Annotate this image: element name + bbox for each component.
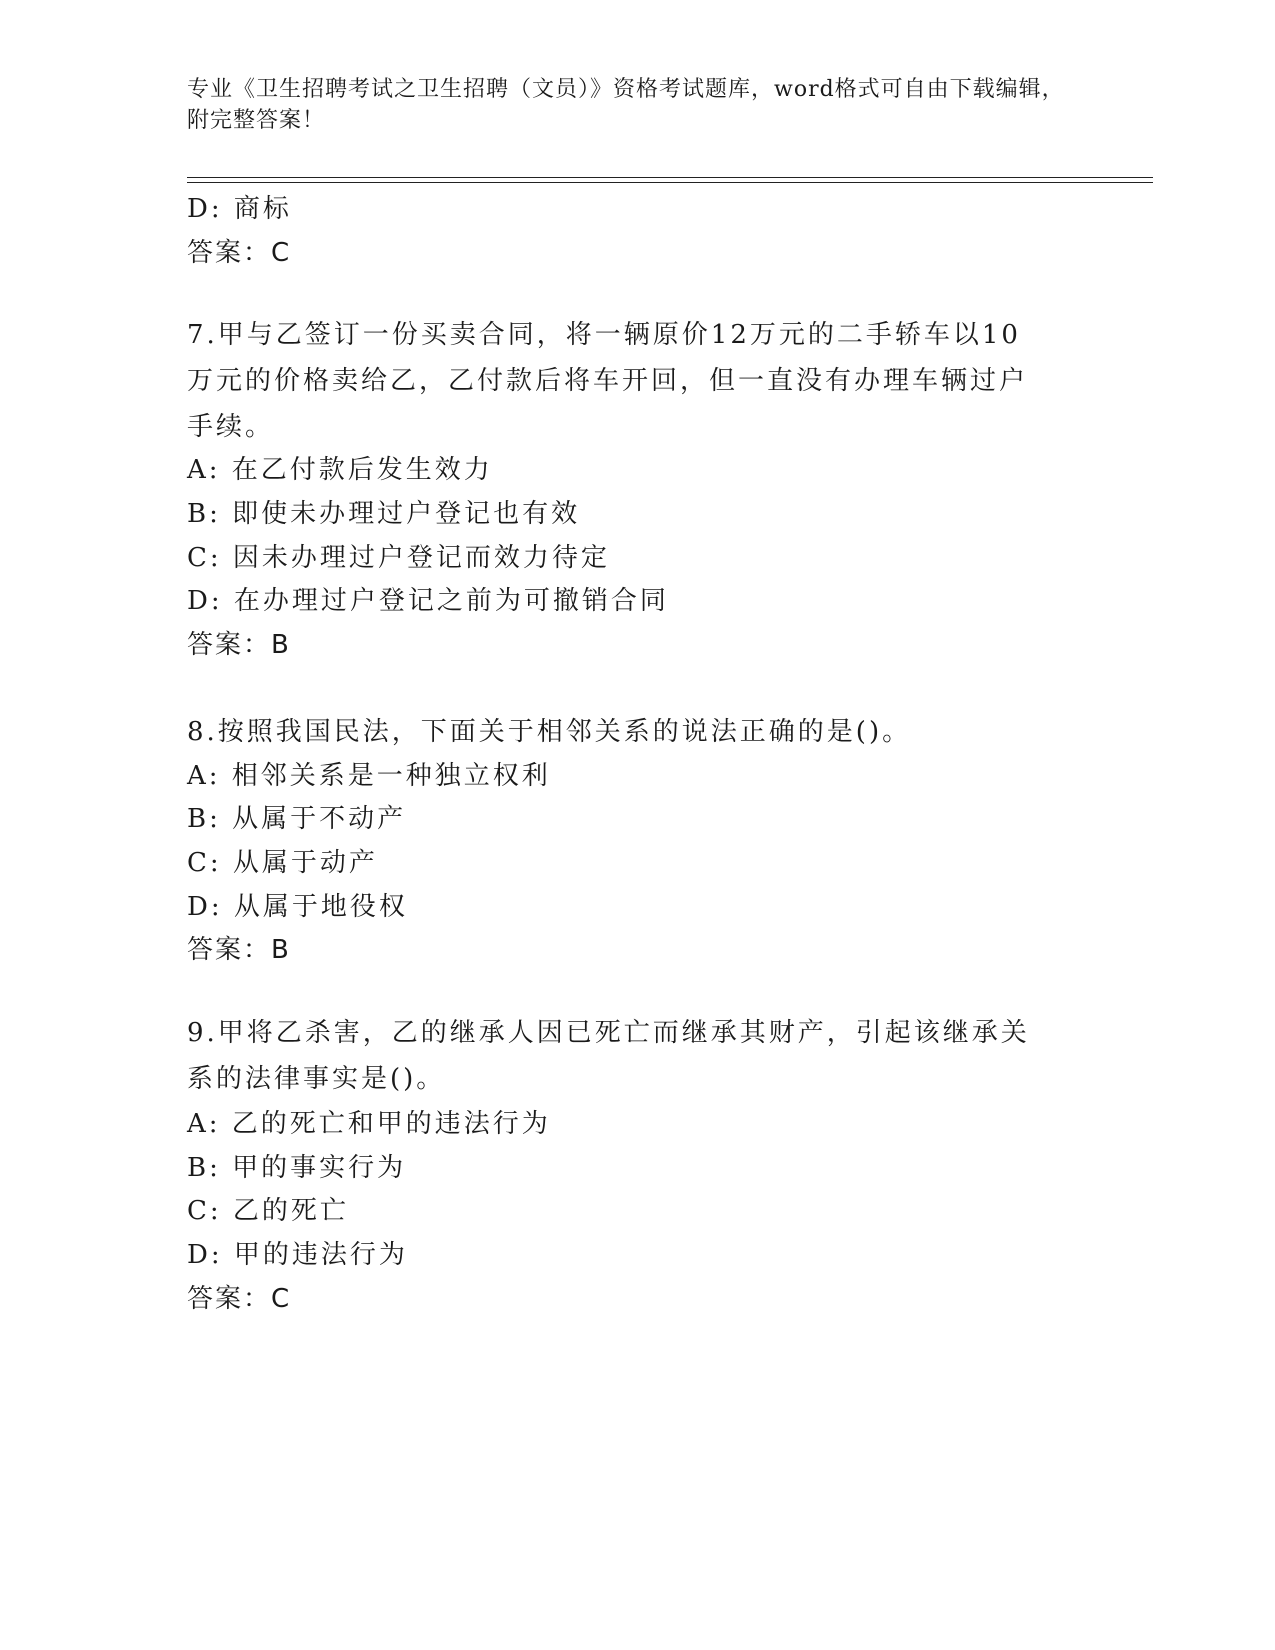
question-7-option-c: C: 因未办理过户登记而效力待定	[187, 543, 610, 573]
document-header: 专业《卫生招聘考试之卫生招聘（文员）》资格考试题库，word格式可自由下载编辑，附完整答案！	[187, 77, 1065, 133]
question-8-answer: 答案：B	[187, 935, 291, 965]
question-9-answer: 答案：C	[187, 1284, 292, 1314]
header-divider-bottom	[187, 182, 1153, 183]
question-8-option-c: C: 从属于动产	[187, 848, 378, 878]
prev-option-d: D: 商标	[187, 194, 292, 224]
header-divider-top	[187, 177, 1153, 178]
question-7-option-a: A: 在乙付款后发生效力	[187, 455, 493, 485]
question-7-option-b: B: 即使未办理过户登记也有效	[187, 499, 581, 529]
question-8-option-a: A: 相邻关系是一种独立权利	[187, 761, 551, 791]
question-7-option-d: D: 在办理过户登记之前为可撤销合同	[187, 586, 669, 616]
prev-answer: 答案：C	[187, 238, 292, 268]
question-9-option-c: C: 乙的死亡	[187, 1196, 349, 1226]
question-8-option-b: B: 从属于不动产	[187, 804, 407, 834]
question-8-option-d: D: 从属于地役权	[187, 892, 408, 922]
question-9-option-a: A: 乙的死亡和甲的违法行为	[187, 1109, 551, 1139]
question-8-stem: 8.按照我国民法，下面关于相邻关系的说法正确的是()。	[187, 717, 912, 747]
question-9-stem: 9.甲将乙杀害，乙的继承人因已死亡而继承其财产，引起该继承关系的法律事实是()。	[187, 1018, 1030, 1094]
question-7-answer: 答案：B	[187, 630, 291, 660]
question-9-option-d: D: 甲的违法行为	[187, 1240, 408, 1270]
question-9-option-b: B: 甲的事实行为	[187, 1153, 407, 1183]
question-7-stem: 7.甲与乙签订一份买卖合同，将一辆原价12万元的二手轿车以10万元的价格卖给乙，乙付款后将车开回，但一直没有办理车辆过户手续。	[187, 320, 1029, 442]
